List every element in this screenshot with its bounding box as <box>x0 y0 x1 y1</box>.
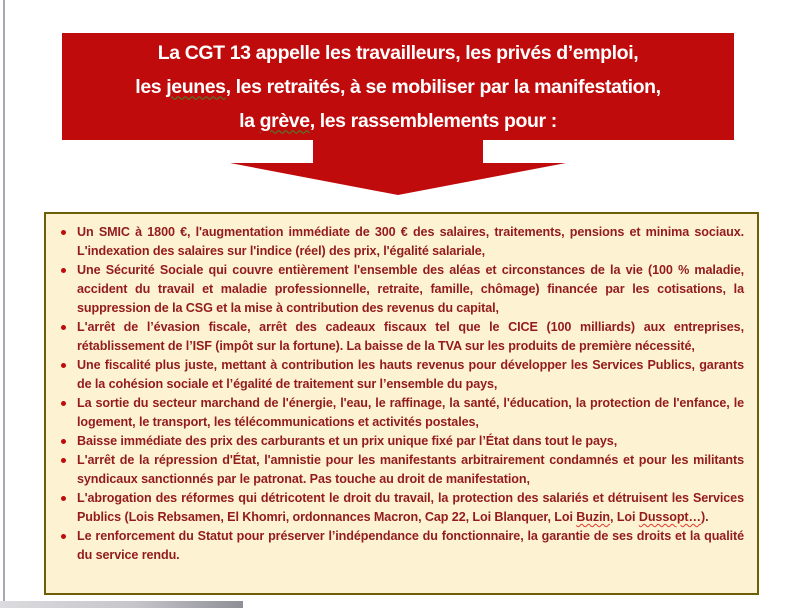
text-segment: L'arrêt de la répression d'État, l'amnistie pour les manifestants arbitrairement condamnés et pour les militants syndicaux sanctionnés par le patronat. Pas touche au droit de manifestation, <box>77 453 744 486</box>
down-arrow-icon <box>230 163 566 195</box>
text-segment: , les rassemblements pour : <box>309 109 557 132</box>
text-segment: Le renforcement du Statut pour préserver l’indépendance du fonctionnaire, la garantie de ses droits et la qualité du service rendu. <box>77 529 744 562</box>
demand-item <box>58 318 744 356</box>
banner-text <box>62 36 734 138</box>
text-segment: Une fiscalité plus juste, mettant à contribution les hauts revenus pour développer les Services Publics, garants de la cohésion sociale et l’égalité de traitement sur l’ensemble du pays, <box>77 358 744 391</box>
text-segment: Une Sécurité Sociale qui couvre entièrement l'ensemble des aléas et circonstances de la vie (100 % maladie, accident du travail et maladie professionnelle, retraite, famille, chômage) financée par les cotisations, la suppression de la CSG et la mise à contribution des revenus du capital, <box>77 263 744 315</box>
banner-line <box>62 36 734 70</box>
text-segment: la <box>239 109 260 132</box>
spellcheck-flagged-word: grève <box>259 109 310 132</box>
demands-list <box>58 223 744 565</box>
text-segment: les <box>135 75 167 98</box>
demand-item <box>58 261 744 318</box>
demand-item <box>58 356 744 394</box>
demand-item <box>58 451 744 489</box>
demand-item <box>58 527 744 565</box>
text-segment: Un SMIC à 1800 €, l'augmentation immédiate de 300 € des salaires, traitements, pensions et minima sociaux. L'indexation des salaires sur l'indice (réel) des prix, l'égalité salariale, <box>77 225 744 258</box>
banner-line <box>62 70 734 104</box>
text-segment: L'abrogation des réformes qui détricotent le droit du travail, la protection des salariés et détruisent les Services Publics (Lois Rebsamen, El Khomri, ordonnances Macron, Cap 22, Loi Blanquer, Loi <box>77 491 744 524</box>
text-segment: L'arrêt de l’évasion fiscale, arrêt des cadeaux fiscaux tel que le CICE (100 milliards) aux entreprises, rétablissement de l’ISF (impôt sur la fortune). La baisse de la TVA sur les produits de première nécessité, <box>77 320 744 353</box>
text-segment: La CGT 13 appelle les travailleurs, les privés d’emploi, <box>157 41 639 64</box>
text-segment: , Loi <box>610 510 639 524</box>
demand-item <box>58 223 744 261</box>
text-segment: Baisse immédiate des prix des carburants et un prix unique fixé par l’État dans tout le pays, <box>77 434 618 448</box>
banner-line <box>62 104 734 138</box>
spellcheck-flagged-word: Buzin <box>576 510 611 524</box>
down-arrow-icon <box>313 140 483 164</box>
horizontal-scrollbar[interactable] <box>0 601 243 608</box>
headline-banner <box>62 33 734 140</box>
demands-box <box>44 212 759 595</box>
page-edge-line <box>3 0 5 608</box>
demand-item <box>58 394 744 432</box>
spellcheck-flagged-word: jeunes <box>166 75 226 98</box>
demand-item <box>58 489 744 527</box>
text-segment: ). <box>701 510 709 524</box>
text-segment: , les retraités, à se mobiliser par la manifestation, <box>225 75 661 98</box>
spellcheck-flagged-word: Dussopt… <box>638 510 701 524</box>
demand-item <box>58 432 744 451</box>
text-segment: La sortie du secteur marchand de l'énergie, l'eau, le raffinage, la santé, l'éducation, la protection de l'enfance, le logement, le transport, les télécommunications et activités postales, <box>77 396 744 429</box>
